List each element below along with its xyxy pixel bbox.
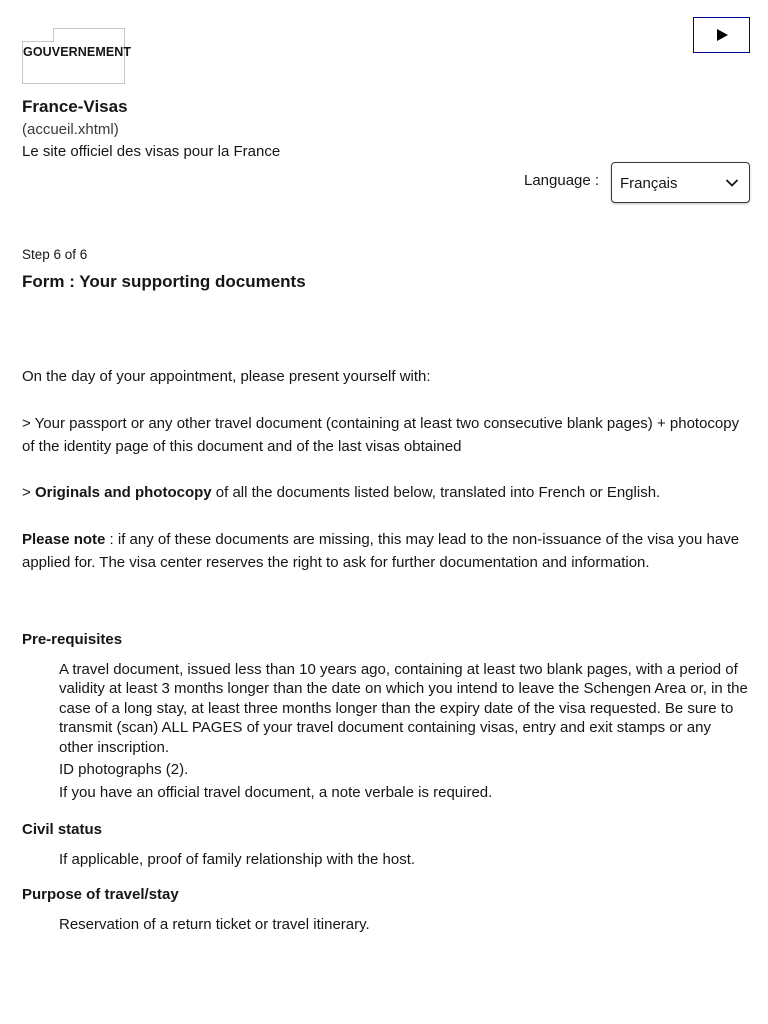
section-title-prerequisites: Pre-requisites <box>22 631 123 648</box>
language-select[interactable] <box>611 162 750 203</box>
passport-requirement: > Your passport or any other travel document (containing at least two consecutive blank pages) + photocopy of the identity page of this document and of the last visas obtained <box>22 415 740 455</box>
section-title-purpose: Purpose of travel/stay <box>22 886 179 903</box>
originals-bold: Originals and photocopy <box>34 484 212 501</box>
play-icon <box>715 28 729 42</box>
originals-requirement <box>22 481 747 504</box>
list-item: If applicable, proof of family relationship with the host. <box>59 851 416 868</box>
please-note-text: : if any of these documents are missing, this may lead to the non-issuance of the visa you have applied for. The visa center reserves the right to ask for further documentation and information. <box>22 531 740 571</box>
site-tagline: Le site officiel des visas pour la France <box>22 143 281 160</box>
section-title-civil-status: Civil status <box>22 821 103 838</box>
please-note <box>22 528 747 574</box>
form-title: Form : Your supporting documents <box>22 272 306 291</box>
originals-prefix: > <box>22 484 35 501</box>
language-selected-value: Français <box>620 175 678 192</box>
logo-text: GOUVERNEMENT <box>23 45 132 59</box>
government-logo[interactable] <box>22 28 132 84</box>
chevron-down-icon <box>725 178 739 188</box>
logo-flag-image <box>22 28 54 42</box>
language-label: Language : <box>524 172 600 189</box>
originals-rest: of all the documents listed below, translated into French or English. <box>211 484 661 501</box>
list-item: If you have an official travel document, a note verbale is required. <box>59 784 493 801</box>
appointment-intro: On the day of your appointment, please present yourself with: <box>22 368 431 385</box>
list-item: Reservation of a return ticket or travel itinerary. <box>59 916 370 933</box>
home-link[interactable]: (accueil.xhtml) <box>22 121 119 138</box>
play-button[interactable] <box>693 17 750 53</box>
site-title: France-Visas <box>22 97 128 116</box>
step-indicator: Step 6 of 6 <box>22 247 88 262</box>
please-note-label: Please note <box>22 531 106 548</box>
list-item: A travel document, issued less than 10 years ago, containing at least two blank pages, with a period of validity at least 3 months longer than the date on which you intend to leave the Schengen Area or, in the case of a long stay, at least three months longer than the expiry date of the visa requested. Be sure to transmit (scan) ALL PAGES of your travel document containing visas, entry and exit stamps or any other inscription. <box>59 661 748 756</box>
list-item: ID photographs (2). <box>59 761 189 778</box>
